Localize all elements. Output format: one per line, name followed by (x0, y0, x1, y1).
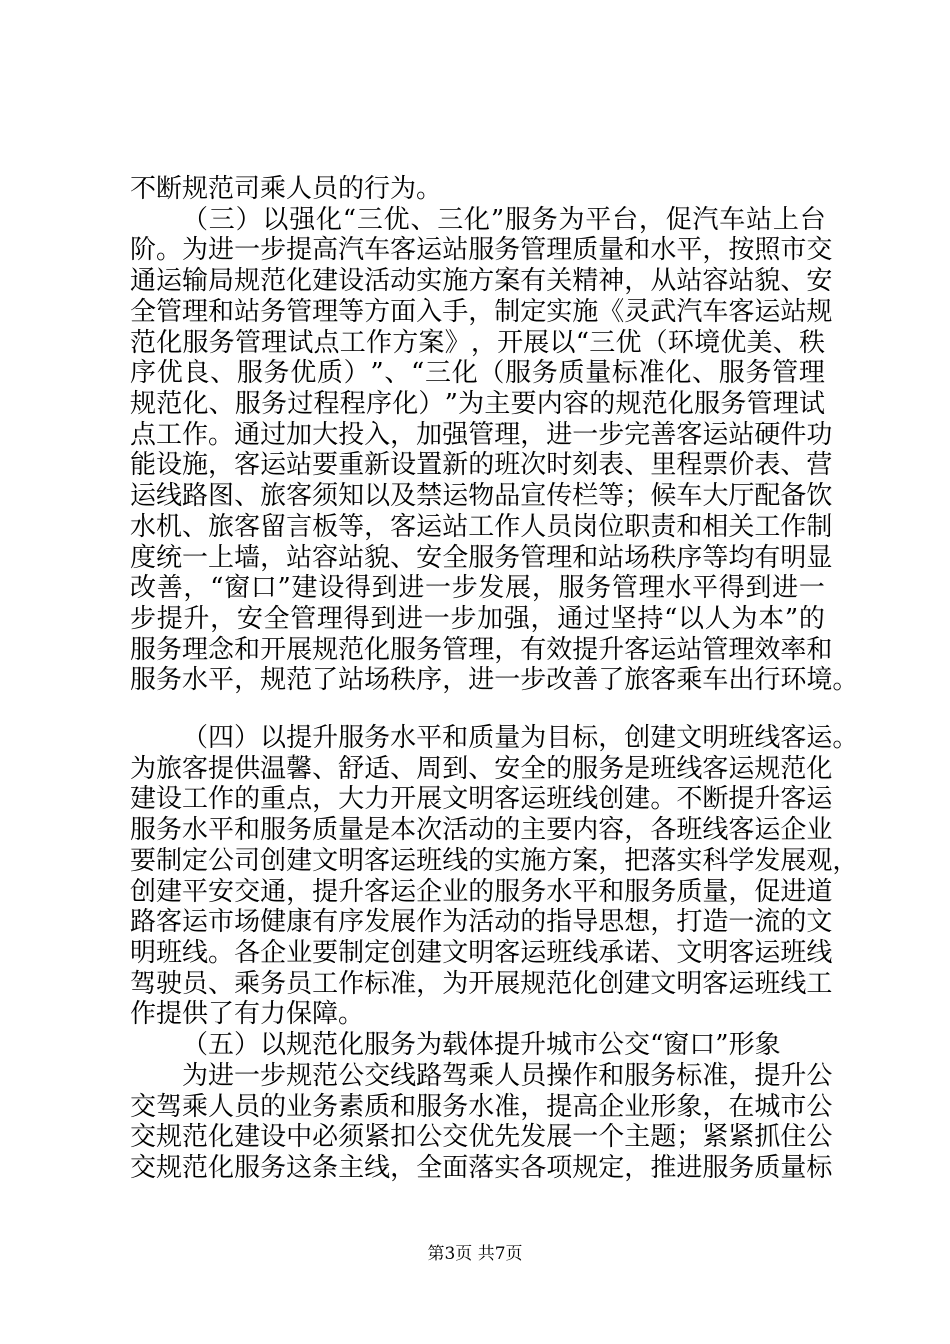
text-line-23: 创 建 平 安 交 通 ， 提 升 客 运 企 业 的 服 务 水 平 和 服 务 质 量 ， 促 进 道 (130, 877, 833, 907)
text-line-5: 全 管 理 和 站 务 管 理 等 方 面 入 手 ， 制 定 实 施 《 灵 武 汽 车 客 运 站 规 (130, 297, 833, 327)
text-line-25: 明 班 线 。 各 企 业 要 制 定 创 建 文 明 客 运 班 线 承 诺 、 文 明 客 运 班 线 (130, 938, 833, 968)
text-line-24: 路 客 运 市 场 健 康 有 序 发 展 作 为 活 动 的 指 导 思 想 ， 打 造 一 流 的 文 (130, 907, 833, 937)
text-line-26: 驾 驶 员 、 乘 务 员 工 作 标 准 ， 为 开 展 规 范 化 创 建 文 明 客 运 班 线 工 (130, 969, 833, 999)
text-line-8: 规 范 化 、 服 务 过 程 程 序 化 ） ” 为 主 要 内 容 的 规 范 化 服 务 管 理 试 (130, 389, 825, 419)
text-line-21: 服 务 水 平 和 服 务 质 量 是 本 次 活 动 的 主 要 内 容 ， 各 班 线 客 运 企 业 (130, 815, 833, 845)
text-line-4: 通 运 输 局 规 范 化 建 设 活 动 实 施 方 案 有 关 精 神 ， 从 站 容 站 貌 、 安 (130, 266, 833, 296)
text-line-17: 服 务 水 平 ， 规 范 了 站 场 秩 序 ， 进 一 步 改 善 了 旅 客 乘 车 出 行 环 境 。 (130, 665, 859, 695)
text-line-32: 交 规 范 化 服 务 这 条 主 线 ， 全 面 落 实 各 项 规 定 ， 推 进 服 务 质 量 标 (130, 1153, 833, 1183)
text-line-11: 运 线 路 图 、 旅 客 须 知 以 及 禁 运 物 品 宣 传 栏 等 ； 候 车 大 厅 配 备 饮 (130, 481, 833, 511)
text-line-20: 建 设 工 作 的 重 点 ， 大 力 开 展 文 明 客 运 班 线 创 建 。 不 断 提 升 客 运 (130, 784, 833, 814)
text-line-19: 为 旅 客 提 供 温 馨 、 舒 适 、 周 到 、 安 全 的 服 务 是 班 线 客 运 规 范 化 (130, 754, 833, 784)
text-line-13: 度 统 一 上 墙 ， 站 容 站 貌 、 安 全 服 务 管 理 和 站 场 秩 序 等 均 有 明 显 (130, 543, 833, 573)
text-line-15: 步 提 升 ， 安 全 管 理 得 到 进 一 步 加 强 ， 通 过 坚 持 “ 以 人 为 本 ” 的 (130, 604, 825, 634)
text-line-7: 序 优 良 、 服 务 优 质 ） ” 、 “ 三 化 （ 服 务 质 量 标 准 化 、 服 务 管 理 (130, 358, 825, 388)
text-line-12: 水 机 、 旅 客 留 言 板 等 ， 客 运 站 工 作 人 员 岗 位 职 责 和 相 关 工 作 制 (130, 512, 833, 542)
text-line-1: 不断规范司乘人员的行为。 (130, 174, 443, 204)
text-line-28: （五）以规范化服务为载体提升城市公交“窗口”形象 (182, 1030, 781, 1060)
text-line-14: 改 善 ， “ 窗 口 ” 建 设 得 到 进 一 步 发 展 ， 服 务 管 理 水 平 得 到 进 一 (130, 573, 825, 603)
text-line-2: （ 三 ） 以 强 化 “ 三 优 、 三 化 ” 服 务 为 平 台 ， 促 汽 车 站 上 台 (182, 205, 826, 235)
text-line-10: 能 设 施 ， 客 运 站 要 重 新 设 置 新 的 班 次 时 刻 表 、 里 程 票 价 表 、 营 (130, 450, 833, 480)
text-line-6: 范 化 服 务 管 理 试 点 工 作 方 案 》 ， 开 展 以 “ 三 优 （ 环 境 优 美 、 秩 (130, 328, 825, 358)
text-line-22: 要 制 定 公 司 创 建 文 明 客 运 班 线 的 实 施 方 案 ， 把 落 实 科 学 发 展 观 ， (130, 846, 859, 876)
text-line-9: 点 工 作 。 通 过 加 大 投 入 ， 加 强 管 理 ， 进 一 步 完 善 客 运 站 硬 件 功 (130, 420, 833, 450)
text-line-3: 阶 。 为 进 一 步 提 高 汽 车 客 运 站 服 务 管 理 质 量 和 水 平 ， 按 照 市 交 (130, 235, 833, 265)
page-footer: 第3页 共7页 (427, 1244, 523, 1264)
text-line-29: 为 进 一 步 规 范 公 交 线 路 驾 乘 人 员 操 作 和 服 务 标 准 ， 提 升 公 (182, 1061, 833, 1091)
text-line-30: 交 驾 乘 人 员 的 业 务 素 质 和 服 务 水 准 ， 提 高 企 业 形 象 ， 在 城 市 公 (130, 1092, 833, 1122)
text-line-18: （ 四 ） 以 提 升 服 务 水 平 和 质 量 为 目 标 ， 创 建 文 明 班 线 客 运 。 (182, 723, 859, 753)
text-line-27: 作提供了有力保障。 (130, 999, 365, 1029)
text-line-31: 交 规 范 化 建 设 中 必 须 紧 扣 公 交 优 先 发 展 一 个 主 题 ； 紧 紧 抓 住 公 (130, 1122, 833, 1152)
text-line-16: 服 务 理 念 和 开 展 规 范 化 服 务 管 理 ， 有 效 提 升 客 运 站 管 理 效 率 和 (130, 635, 833, 665)
